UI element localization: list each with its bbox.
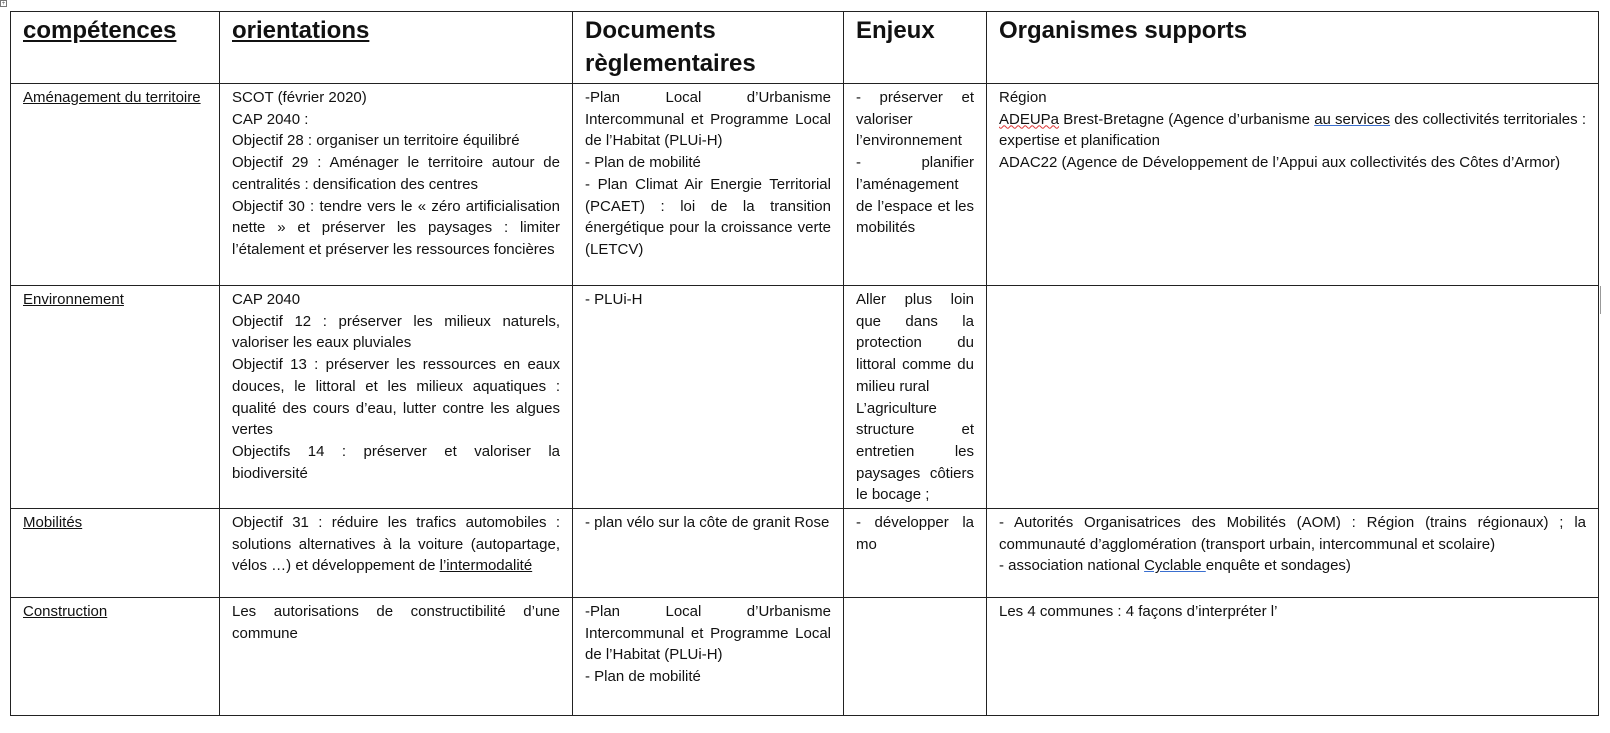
orientation-line: Objectifs 14 : préserver et valoriser la biodiversité (232, 442, 560, 482)
header-competences[interactable]: compétences (11, 12, 220, 84)
orientation-line: Objectif 13 : préserver les ressources en eaux douces, le littoral et les milieux aquatiques : qualité des cours d’eau, lutter contre les algues vertes (232, 356, 560, 439)
organisme-line: Région (999, 89, 1047, 106)
cell-enjeux[interactable] (844, 84, 987, 286)
orientation-line: Objectif 12 : préserver les milieux naturels, valoriser les eaux pluviales (232, 312, 560, 352)
cell-enjeux[interactable] (844, 286, 987, 509)
cell-documents[interactable] (573, 286, 844, 509)
organisme-text: des collectivités territoriales : expertise et planification (999, 110, 1586, 150)
table-row (11, 509, 1599, 598)
cursor-caret (1600, 286, 1601, 314)
cell-orientations[interactable] (220, 598, 573, 716)
cell-organismes[interactable] (987, 286, 1599, 509)
enjeu-line: - développer la mo (856, 514, 974, 553)
header-organismes[interactable]: Organismes supports (987, 12, 1599, 84)
document-line: - Plan de mobilité (585, 154, 701, 172)
competence-label: Environnement (23, 291, 124, 308)
cell-organismes[interactable] (987, 84, 1599, 286)
orientation-underlined-word: l’intermodalité (439, 557, 533, 575)
competences-table (10, 11, 1599, 716)
cell-enjeux[interactable] (844, 509, 987, 598)
organisme-line: - Autorités Organisatrices des Mobilités (AOM) : Région (trains régionaux) ; la communauté d’agglomération (transport urbain, intercommunal et scolaire) (999, 514, 1586, 553)
header-documents[interactable]: Documents règlementaires (573, 12, 844, 84)
table-header-row (11, 12, 1599, 84)
table-row (11, 598, 1599, 716)
organisme-line: Les 4 communes : 4 façons d’interpréter l’ (999, 603, 1278, 621)
table-row (11, 286, 1599, 509)
organisme-text: Brest-Bretagne (Agence d’urbanisme (1059, 110, 1315, 128)
header-orientations[interactable]: orientations (220, 12, 573, 84)
orientation-line: CAP 2040 : (232, 110, 309, 128)
orientation-line: Objectif 29 : Aménager le territoire autour de centralités : densification des centres (232, 154, 560, 193)
orientation-line: SCOT (février 2020) (232, 89, 367, 106)
organisme-text: - association national (999, 557, 1145, 575)
orientation-line: CAP 2040 (232, 291, 301, 308)
competence-label: Mobilités (23, 514, 83, 532)
orientation-text: Objectif 31 : réduire les trafics automobiles : solutions alternatives à la voiture (autopartage, vélos …) et développement de (232, 514, 560, 575)
cell-competence[interactable] (11, 286, 220, 509)
cell-orientations[interactable] (220, 84, 573, 286)
cell-competence[interactable] (11, 84, 220, 286)
organisme-text: enquête et sondages) (1205, 557, 1351, 575)
cell-organismes[interactable] (987, 509, 1599, 598)
cell-enjeux[interactable] (844, 598, 987, 716)
enjeu-line: - préserver et valoriser l’environnement (856, 89, 974, 150)
orientation-line: Objectif 30 : tendre vers le « zéro artificialisation nette » et préserver les paysages : limiter l’étalement et préserver les ressources foncières (232, 197, 560, 258)
header-enjeux[interactable]: Enjeux (844, 12, 987, 84)
cell-documents[interactable] (573, 84, 844, 286)
cell-organismes[interactable] (987, 598, 1599, 716)
enjeu-line: - planifier l’aménagement de l’espace et les mobilités (856, 154, 974, 237)
document-line: - PLUi-H (585, 291, 643, 308)
grammar-check-phrase[interactable]: au services (1314, 110, 1391, 128)
table-move-handle-icon[interactable]: + (1, 1, 6, 7)
cell-orientations[interactable] (220, 509, 573, 598)
grammar-check-phrase[interactable]: Cyclable (1144, 557, 1206, 575)
orientation-line: Objectif 28 : organiser un territoire équilibré (232, 132, 520, 150)
organisme-line: ADAC22 (Agence de Développement de l’Appui aux collectivités des Côtes d’Armor) (999, 154, 1561, 172)
table-row (11, 84, 1599, 286)
organisme-line (999, 555, 1586, 577)
document-line: -Plan Local d’Urbanisme Intercommunal et Programme Local de l’Habitat (PLUi-H) (585, 89, 831, 150)
competence-label: Aménagement du territoire (23, 89, 201, 106)
document-line: - Plan de mobilité (585, 668, 701, 686)
document-line: - Plan Climat Air Energie Territorial (PCAET) : loi de la transition énergétique pour la croissance verte (LETCV) (585, 175, 831, 258)
spellcheck-word[interactable]: ADEUPa (999, 110, 1060, 128)
orientation-line: Les autorisations de constructibilité d’une commune (232, 603, 560, 642)
cell-competence[interactable] (11, 509, 220, 598)
document-line: -Plan Local d’Urbanisme Intercommunal et Programme Local de l’Habitat (PLUi-H) (585, 603, 831, 664)
orientation-line (232, 512, 560, 577)
cell-documents[interactable] (573, 509, 844, 598)
enjeu-line: Aller plus loin que dans la protection du littoral comme du milieu rural (856, 291, 974, 395)
enjeu-line: L’agriculture structure et entretien les paysages côtiers le bocage ; (856, 399, 974, 504)
cell-orientations[interactable] (220, 286, 573, 509)
competence-label: Construction (23, 603, 108, 621)
document-line: - plan vélo sur la côte de granit Rose (585, 514, 830, 532)
cell-documents[interactable] (573, 598, 844, 716)
organisme-line (999, 109, 1586, 152)
cell-competence[interactable] (11, 598, 220, 716)
